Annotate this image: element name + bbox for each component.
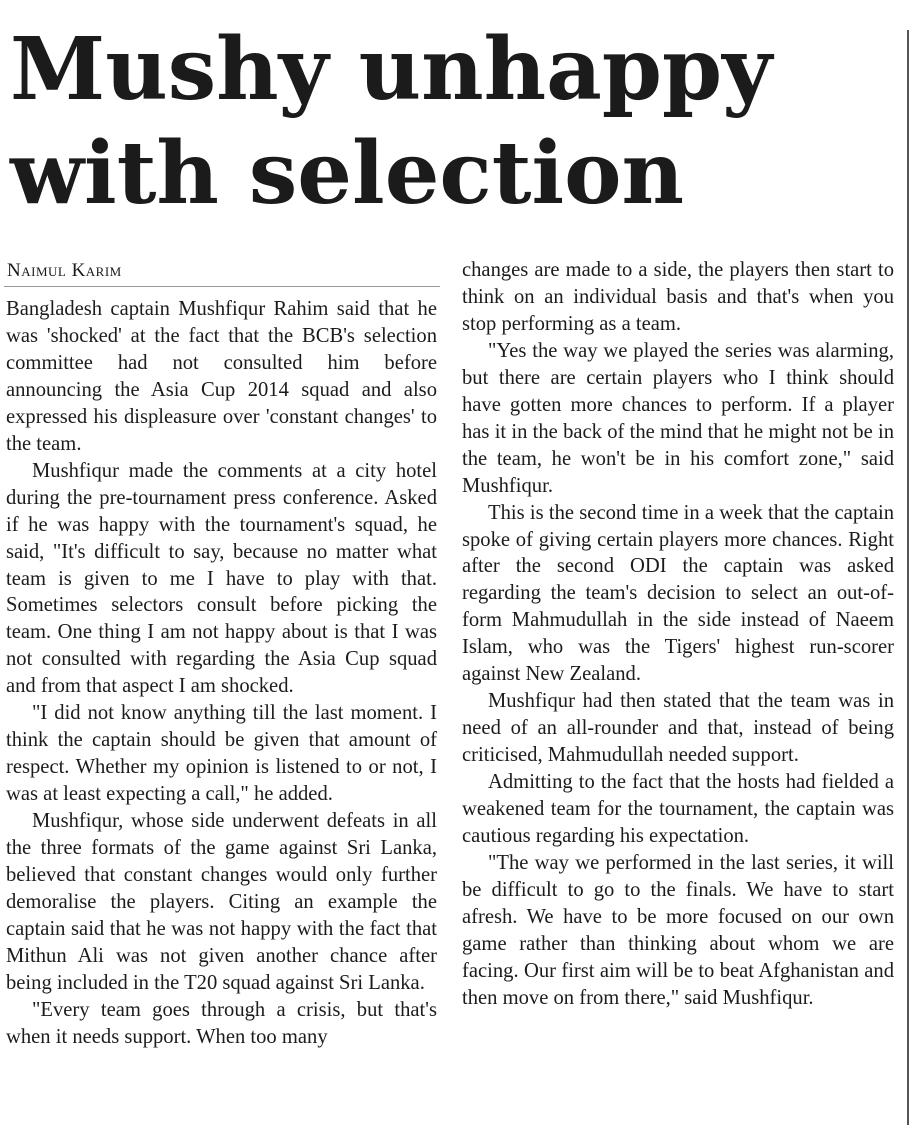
paragraph: "I did not know anything till the last moment. I think the captain should be given that amount of respect. Whether my opinion is listened to or not, I was at least expecting a call," he added. — [6, 702, 437, 806]
paragraph: "The way we performed in the last series, it will be difficult to go to the finals. We have to start afresh. We have to be more focused on our own game rather than thinking about whom we are facing. Our first aim will be to beat Afghanistan and then move on from there," said Mushfiqur. — [462, 851, 894, 1009]
headline: Mushy unhappy with selection — [10, 19, 773, 224]
column-divider — [907, 30, 909, 1125]
paragraph: Mushfiqur had then stated that the team was in need of an all-rounder and that, instead of being criticised, Mahmudullah needed support. — [462, 690, 894, 767]
paragraph: "Yes the way we played the series was alarming, but there are certain players who I think should have gotten more chances to perform. If a player has it in the back of the mind that he might not be in the team, he won't be in his comfort zone," said Mushfiqur. — [462, 339, 894, 497]
paragraph: Bangladesh captain Mushfiqur Rahim said that he was 'shocked' at the fact that the BCB's selection committee had not consulted him before announcing the Asia Cup 2014 squad and also expressed his displeasure over 'constant changes' to the team. — [6, 298, 437, 455]
paragraph: "Every team goes through a crisis, but that's when it needs support. When too many — [6, 998, 437, 1048]
article-column-right — [462, 257, 894, 1012]
paragraph: Admitting to the fact that the hosts had fielded a weakened team for the tournament, the captain was cautious regarding his expectation. — [462, 771, 894, 848]
paragraph: Mushfiqur, whose side underwent defeats in all the three formats of the game against Sri Lanka, believed that constant changes would only further demoralise the players. Citing an example the captain said that he was not happy with the fact that Mithun Ali was not given another chance after being included in the T20 squad against Sri Lanka. — [6, 810, 437, 994]
byline: Naimul Karim — [7, 260, 122, 281]
article-column-left — [6, 296, 437, 1051]
byline-rule — [4, 286, 440, 287]
paragraph: This is the second time in a week that the captain spoke of giving certain players more chances. Right after the second ODI the captain was asked regarding the team's decision to select an out-of-form Mahmudullah in the side instead of Naeem Islam, who was the Tigers' highest run-scorer against New Zealand. — [462, 501, 894, 686]
paragraph: Mushfiqur made the comments at a city hotel during the pre-tournament press conference. Asked if he was happy with the tournament's squad, he said, "It's difficult to say, because no matter what team is given to me I have to play with that. Sometimes selectors consult before picking the team. One thing I am not happy about is that I was not consulted with regarding the Asia Cup squad and from that aspect I am shocked. — [6, 459, 437, 698]
paragraph: changes are made to a side, the players then start to think on an individual basis and that's when you stop performing as a team. — [462, 259, 894, 335]
